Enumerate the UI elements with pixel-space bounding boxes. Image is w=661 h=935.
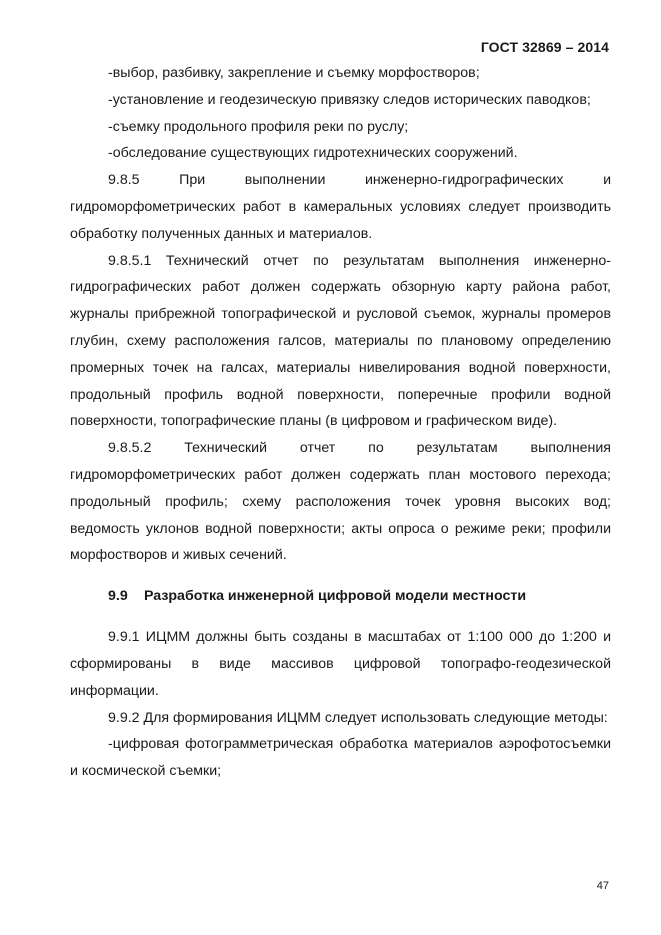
paragraph-9-8-5: 9.8.5 При выполнении инженерно-гидрографических и гидроморфометрических работ в камеральных условиях следует производить обработку полученных данных и материалов. xyxy=(70,172,611,242)
section-title: Разработка инженерной цифровой модели местности xyxy=(144,588,527,605)
list-item-hydrotechnical-survey: -обследование существующих гидротехнических сооружений. xyxy=(108,145,518,162)
list-item-flood-traces: -установление и геодезическую привязку следов исторических паводков; xyxy=(108,91,591,108)
section-heading-9-9 xyxy=(70,583,611,609)
document-id-header: ГОСТ 32869 – 2014 xyxy=(480,39,609,55)
paragraph-9-9-2: 9.9.2 Для формирования ИЦММ следует использовать следующие методы: xyxy=(108,709,608,726)
page-number: 47 xyxy=(596,880,609,892)
paragraph-9-8-5-1: 9.8.5.1 Технический отчет по результатам выполнения инженерно-гидрографических работ должен содержать обзорную карту района работ, журналы прибрежной топографической и русловой съемок, журналы промеров глубин, схему расположения галсов, материалы по плановому определению промерных точек на галсах, материалы нивелирования водной поверхности, продольный профиль водной поверхности, поперечные профили водной поверхности, топографические планы (в цифровом и графическом виде). xyxy=(70,252,611,430)
paragraph-9-9-1: 9.9.1 ИЦММ должны быть созданы в масштабах от 1:100 000 до 1:200 и сформированы в виде массивов цифровой топографо-геодезической информации. xyxy=(70,629,611,699)
list-item-longitudinal-profile: -съемку продольного профиля реки по руслу; xyxy=(108,118,409,135)
paragraph-9-8-5-2: 9.8.5.2 Технический отчет по результатам выполнения гидроморфометрических работ должен содержать план мостового перехода; продольный профиль; схему расположения точек уровня высоких вод; ведомость уклонов водной поверхности; акты опроса о режиме реки; профили морфостворов и живых сечений. xyxy=(70,440,611,564)
list-item-photogrammetry: -цифровая фотограмметрическая обработка материалов аэрофотосъемки и космической съемки; xyxy=(70,736,611,780)
section-number: 9.9 xyxy=(108,588,128,605)
document-body xyxy=(70,60,611,785)
list-item-morphostvory: -выбор, разбивку, закрепление и съемку морфостворов; xyxy=(108,65,480,81)
